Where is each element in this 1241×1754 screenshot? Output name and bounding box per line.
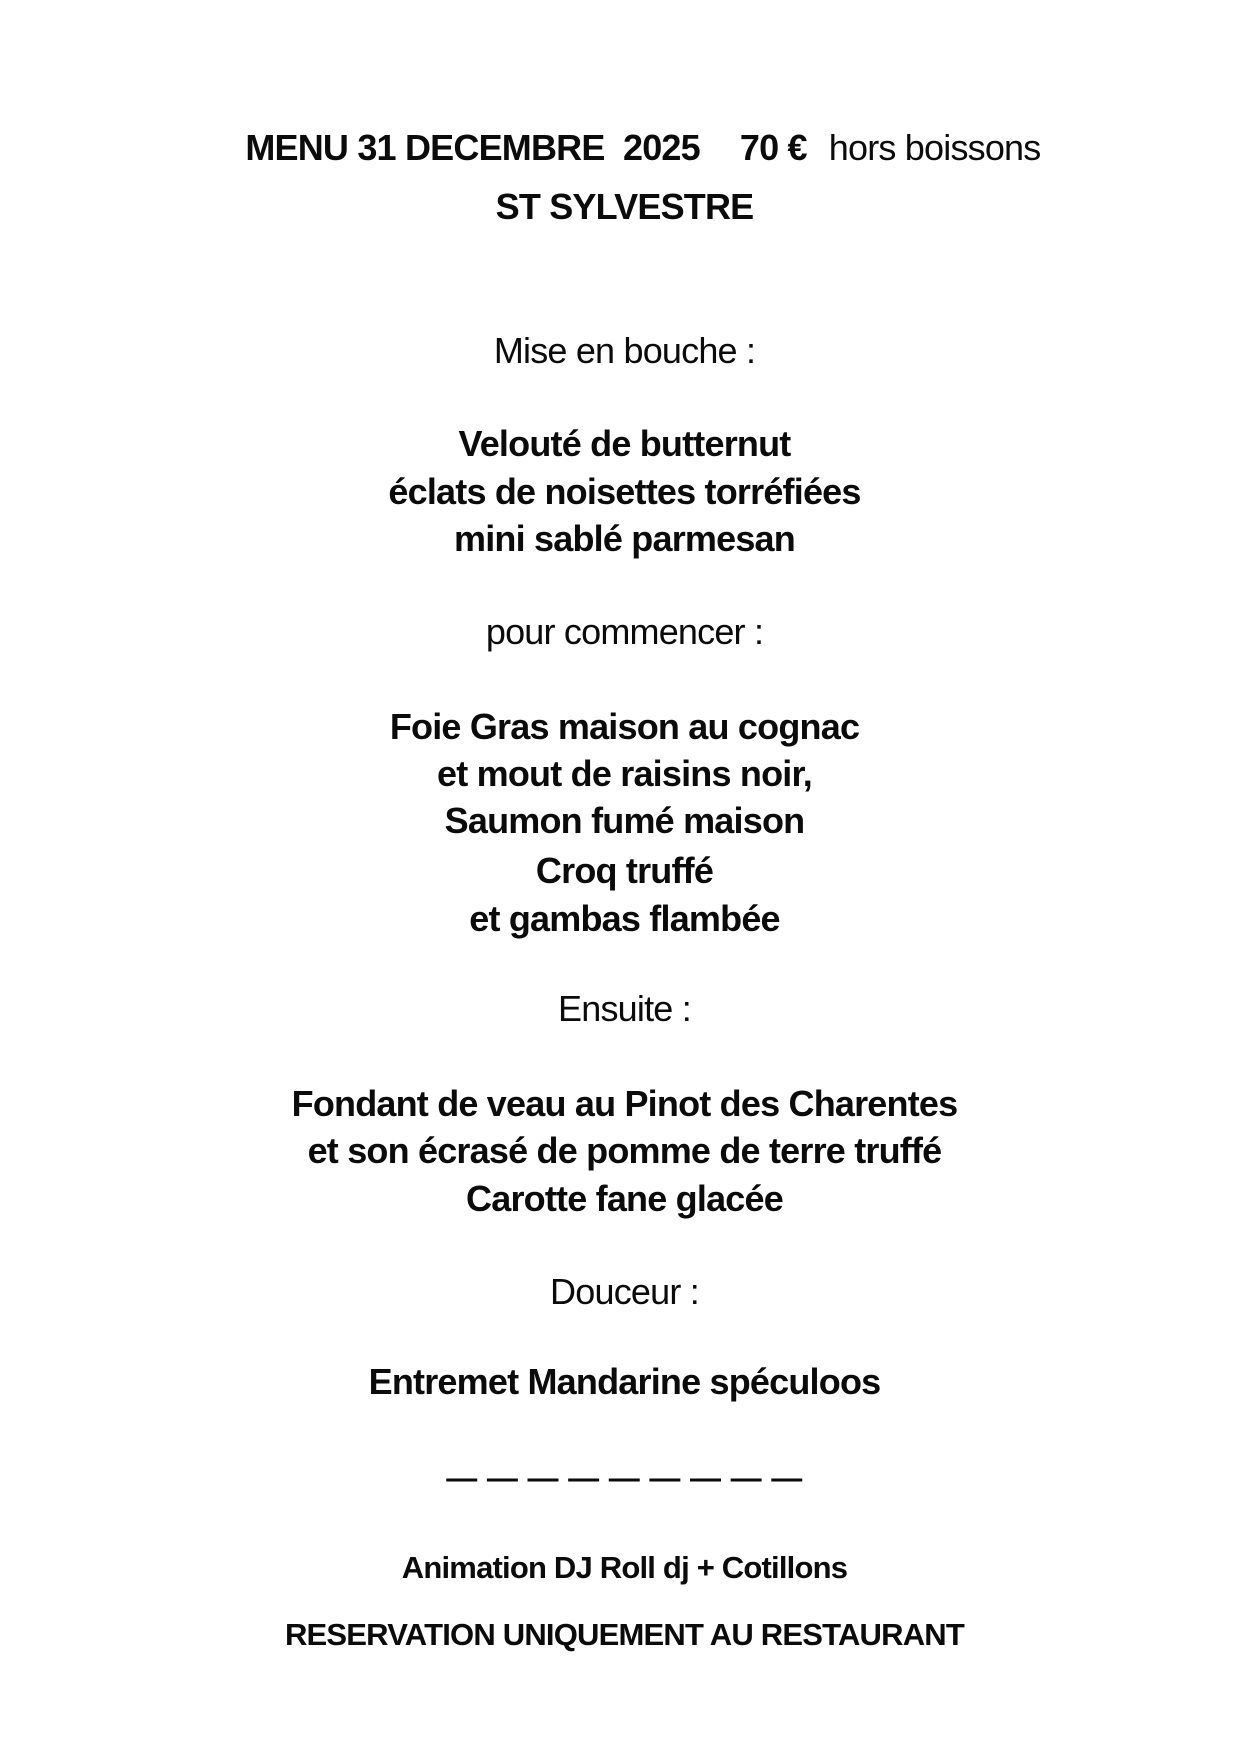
dish-line: éclats de noisettes torréfiées: [388, 471, 861, 512]
animation-note: Animation DJ Roll dj + Cotillons: [401, 1550, 848, 1585]
dish-line: Foie Gras maison au cognac: [389, 706, 860, 747]
dish-line: Entremet Mandarine spéculoos: [368, 1361, 881, 1402]
reservation-note: RESERVATION UNIQUEMENT AU RESTAURANT: [284, 1617, 965, 1652]
menu-price-note: hors boissons: [828, 127, 1041, 168]
course-label-douceur: Douceur :: [550, 1271, 699, 1312]
course-label-ensuite: Ensuite :: [558, 988, 691, 1029]
menu-subtitle: ST SYLVESTRE: [495, 186, 754, 227]
dish-line: et mout de raisins noir,: [437, 753, 812, 794]
menu-price: 70 €: [739, 127, 807, 168]
dish-line: Velouté de butternut: [458, 423, 791, 464]
course-label-pour-commencer: pour commencer :: [485, 611, 764, 652]
dashed-divider: — — — — — — — — —: [446, 1460, 803, 1495]
dish-line: Carotte fane glacée: [466, 1178, 783, 1219]
dish-line: Croq truffé: [535, 850, 714, 891]
dish-line: Fondant de veau au Pinot des Charentes: [291, 1083, 958, 1124]
dish-line: et son écrasé de pomme de terre truffé: [307, 1130, 942, 1171]
course-label-mise-en-bouche: Mise en bouche :: [493, 330, 756, 371]
menu-title: MENU 31 DECEMBRE 2025: [245, 127, 700, 168]
dish-line: mini sablé parmesan: [454, 518, 795, 559]
dish-line: et gambas flambée: [469, 898, 780, 939]
dish-line: Saumon fumé maison: [444, 800, 805, 841]
